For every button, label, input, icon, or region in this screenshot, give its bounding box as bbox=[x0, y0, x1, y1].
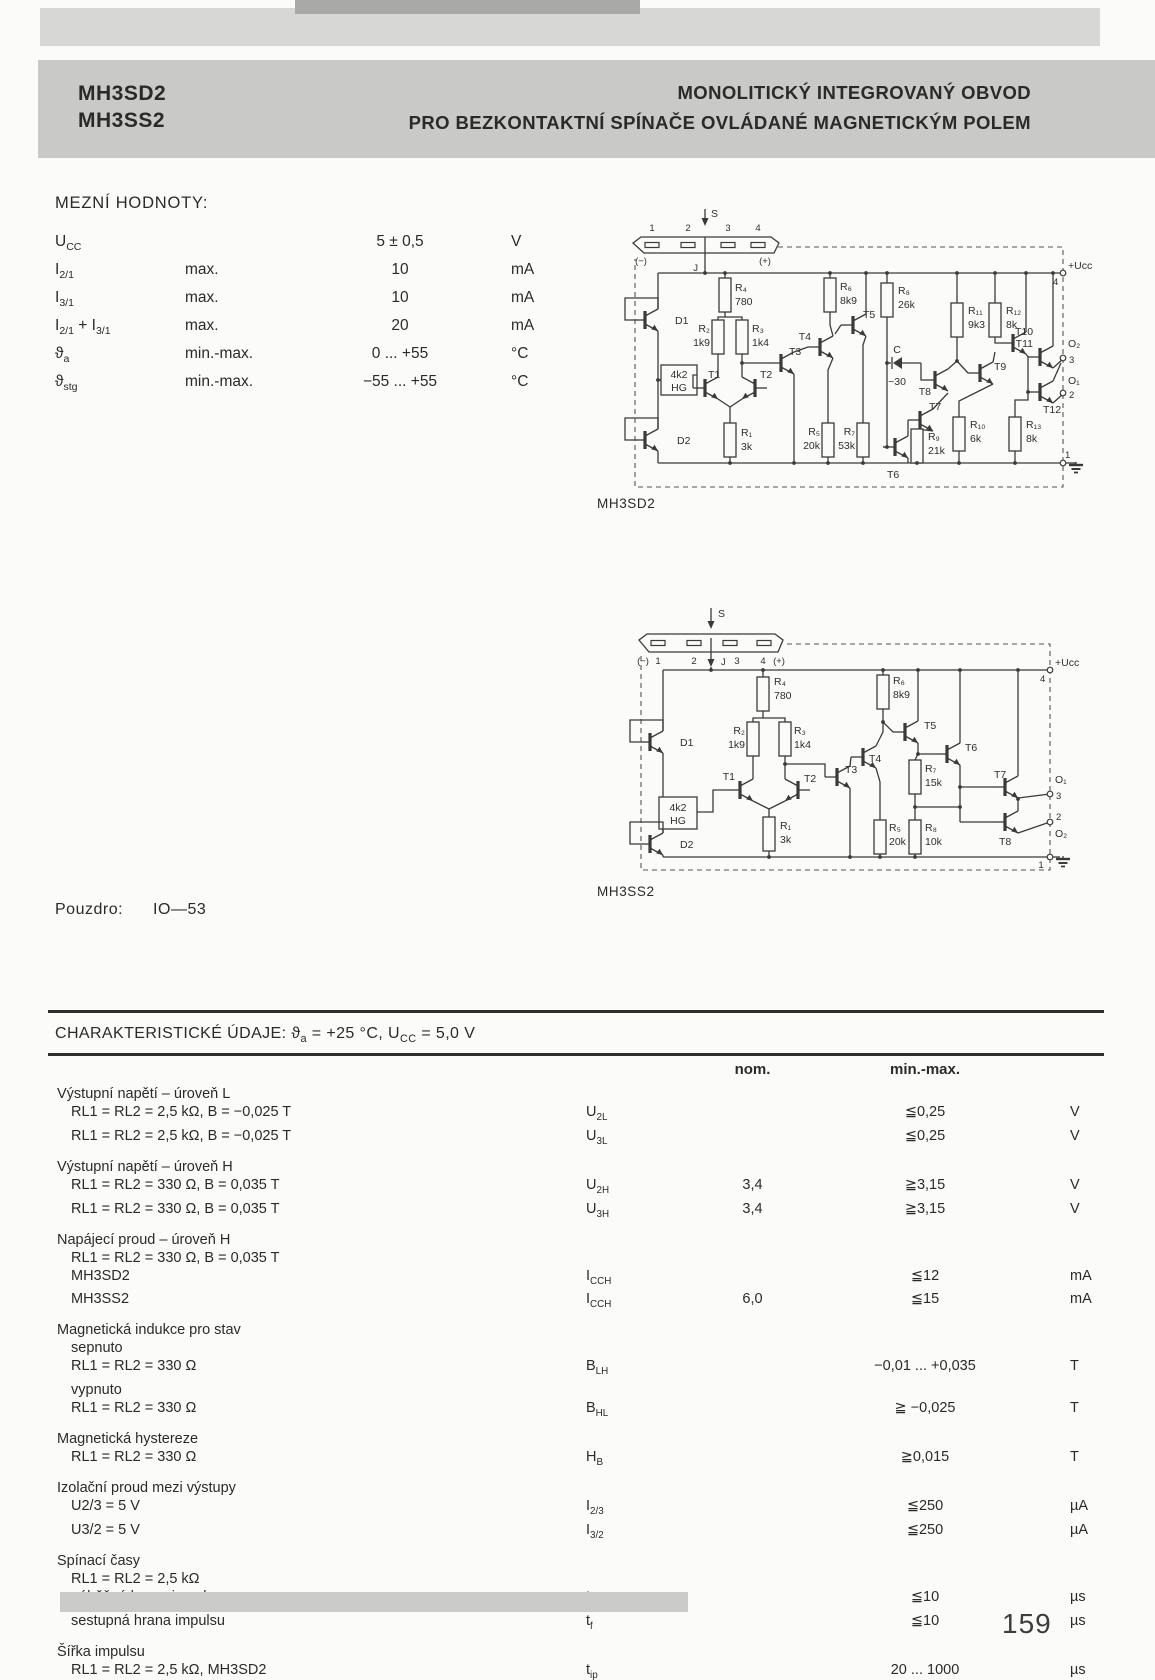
char-nom bbox=[695, 1497, 810, 1521]
transistor-label: T5 bbox=[924, 720, 937, 732]
char-nom bbox=[695, 1399, 810, 1423]
resistor-label: R₆ bbox=[893, 675, 905, 687]
char-condition: RL1 = RL2 = 330 Ω, B = 0,035 T bbox=[71, 1249, 280, 1266]
char-unit: V bbox=[1070, 1127, 1080, 1144]
char-group-title: Magnetická indukce pro stav bbox=[57, 1322, 241, 1339]
polarity-positive: (+) bbox=[759, 256, 771, 267]
resistor-value: 780 bbox=[735, 296, 753, 308]
resistor-value: 780 bbox=[774, 690, 792, 702]
limit-row bbox=[55, 312, 595, 340]
resistor-value: 26k bbox=[898, 299, 915, 311]
resistor-value: 3k bbox=[780, 834, 792, 846]
resistor-label: R₃ bbox=[794, 725, 806, 737]
magnet-arrow-label: S bbox=[711, 208, 719, 220]
limit-qualifier: min.-max. bbox=[185, 373, 254, 390]
char-unit: µs bbox=[1070, 1661, 1086, 1678]
resistor-value: 3k bbox=[741, 441, 753, 453]
limit-symbol: $ϑ_a$ bbox=[55, 345, 70, 366]
char-symbol bbox=[580, 1249, 695, 1267]
resistor-value: 1k4 bbox=[752, 337, 769, 349]
pin-number: 1 bbox=[655, 656, 661, 667]
transistor-label: T7 bbox=[994, 769, 1007, 781]
capacitor-value: ~30 bbox=[888, 376, 906, 388]
limit-qualifier: max. bbox=[185, 261, 219, 278]
char-row bbox=[55, 1381, 1115, 1399]
limit-unit: °C bbox=[511, 373, 529, 390]
output-label: O₂ bbox=[1055, 828, 1068, 840]
char-condition: MH3SS2 bbox=[71, 1291, 130, 1308]
char-unit: V bbox=[1070, 1200, 1080, 1217]
resistor-label: R₉ bbox=[928, 431, 940, 443]
char-unit: µA bbox=[1070, 1498, 1089, 1515]
char-unit: mA bbox=[1070, 1267, 1092, 1284]
char-minmax: ≧3,15 bbox=[904, 1200, 946, 1217]
char-minmax: ≦12 bbox=[910, 1267, 940, 1284]
char-condition: RL1 = RL2 = 330 Ω, B = 0,035 T bbox=[71, 1176, 280, 1193]
hall-generator-value: 4k2 bbox=[669, 802, 687, 814]
char-unit: V bbox=[1070, 1176, 1080, 1193]
part-number-1: MH3SD2 bbox=[78, 82, 167, 105]
transistor-label: D2 bbox=[680, 839, 694, 851]
char-nom: 3,4 bbox=[742, 1176, 763, 1193]
limit-symbol: $I_{2/1} + I_{3/1}$ bbox=[55, 317, 111, 338]
char-row bbox=[55, 1497, 1115, 1521]
char-symbol: $I_{2/3}$ bbox=[586, 1498, 604, 1517]
limit-symbol: $I_{2/1}$ bbox=[55, 261, 74, 282]
char-symbol: $I_{CCH}$ bbox=[586, 1291, 612, 1311]
resistor-label: R₅ bbox=[889, 822, 901, 834]
char-unit: mA bbox=[1070, 1291, 1092, 1308]
char-nom bbox=[695, 1521, 810, 1545]
limit-row bbox=[55, 368, 595, 396]
char-group bbox=[55, 1085, 1115, 1151]
scan-artifact-smudge bbox=[295, 0, 640, 14]
transistor-label: D2 bbox=[677, 435, 691, 447]
resistor-label: R₁₀ bbox=[970, 419, 986, 431]
limit-value: −55 ... +55 bbox=[362, 373, 438, 390]
transistor-label: T12 bbox=[1043, 404, 1062, 416]
char-condition: U3/2 = 5 V bbox=[71, 1521, 140, 1538]
char-unit: V bbox=[1070, 1104, 1080, 1120]
char-group-title: Spínací časy bbox=[57, 1552, 141, 1569]
char-row bbox=[55, 1249, 1115, 1267]
char-condition: U2/3 = 5 V bbox=[71, 1498, 140, 1515]
resistor-value: 1k9 bbox=[728, 739, 745, 751]
char-nom bbox=[695, 1267, 810, 1291]
transistor-label: T8 bbox=[918, 386, 931, 398]
polarity-positive: (+) bbox=[773, 656, 785, 667]
document-title bbox=[0, 78, 1155, 138]
resistor-value: 15k bbox=[925, 777, 942, 789]
supply-pin: 4 bbox=[1040, 674, 1046, 685]
transistor-label: T4 bbox=[798, 331, 811, 343]
char-unit: µs bbox=[1070, 1612, 1086, 1629]
resistor-value: 21k bbox=[928, 445, 945, 457]
char-condition: RL1 = RL2 = 330 Ω bbox=[71, 1358, 197, 1375]
resistor-label: R₂ bbox=[698, 323, 710, 335]
output-label: O₁ bbox=[1055, 774, 1067, 786]
char-condition: RL1 = RL2 = 330 Ω bbox=[71, 1400, 197, 1417]
package-outline bbox=[633, 209, 779, 273]
char-symbol: $U_{2H}$ bbox=[586, 1176, 610, 1196]
ground-pin: 1 bbox=[1065, 450, 1071, 461]
char-unit bbox=[1040, 1570, 1115, 1588]
transistor-label: T3 bbox=[789, 346, 802, 358]
limit-qualifier: max. bbox=[185, 317, 219, 334]
char-symbol: $U_{2L}$ bbox=[586, 1104, 608, 1123]
schematic-mh3sd2 bbox=[595, 195, 1095, 495]
page-number: 159 bbox=[1002, 1608, 1052, 1639]
resistor-value: 9k3 bbox=[968, 319, 985, 331]
transistor-label: T9 bbox=[994, 361, 1007, 373]
transistor-label: T10 bbox=[1015, 326, 1034, 338]
transistor-label: T7 bbox=[929, 401, 942, 413]
output-label: O₁ bbox=[1068, 375, 1080, 387]
limit-row bbox=[55, 228, 595, 256]
resistor-label: R₁ bbox=[780, 820, 792, 832]
transistor-label: D1 bbox=[680, 737, 694, 749]
char-row bbox=[55, 1176, 1115, 1200]
char-group bbox=[55, 1479, 1115, 1545]
char-nom: 3,4 bbox=[742, 1200, 763, 1217]
limit-unit: mA bbox=[511, 317, 535, 334]
resistor-label: R₃ bbox=[752, 323, 764, 335]
title-line-1: MONOLITICKÝ INTEGROVANÝ OBVOD bbox=[677, 82, 1031, 103]
output-label: O₂ bbox=[1068, 338, 1081, 350]
char-row bbox=[55, 1290, 1115, 1314]
circuit-boundary bbox=[641, 644, 1050, 870]
limit-value: 5 ± 0,5 bbox=[376, 233, 424, 250]
limit-row bbox=[55, 284, 595, 312]
transistor-label: T5 bbox=[863, 309, 876, 321]
char-nom bbox=[695, 1448, 810, 1472]
char-group-title: Výstupní napětí – úroveň L bbox=[57, 1086, 231, 1102]
output-pin: 2 bbox=[1056, 812, 1062, 823]
limit-unit: mA bbox=[511, 261, 535, 278]
char-condition: RL1 = RL2 = 330 Ω bbox=[71, 1449, 197, 1466]
resistor-label: R₁₁ bbox=[968, 305, 983, 317]
char-minmax: 20 ... 1000 bbox=[890, 1661, 960, 1678]
pin-number: 4 bbox=[755, 223, 761, 234]
package-note bbox=[55, 901, 206, 919]
hall-generator-name: HG bbox=[670, 815, 686, 827]
supply-label: +Ucc bbox=[1055, 657, 1080, 669]
capacitor-symbol bbox=[893, 357, 902, 369]
transistor-label: D1 bbox=[675, 315, 689, 327]
char-row bbox=[55, 1200, 1115, 1224]
resistor-value: 20k bbox=[803, 440, 820, 452]
char-minmax: ≦0,25 bbox=[904, 1104, 946, 1120]
resistor-value: 1k9 bbox=[693, 337, 710, 349]
transistor-label: T8 bbox=[999, 836, 1012, 848]
char-nom bbox=[695, 1612, 810, 1636]
resistor-label: R₅ bbox=[808, 426, 820, 438]
char-row bbox=[55, 1661, 1115, 1680]
output-pin: 2 bbox=[1069, 390, 1075, 401]
char-minmax: ≦10 bbox=[910, 1612, 940, 1629]
limit-value: 10 bbox=[391, 289, 409, 306]
resistor-value: 8k bbox=[1026, 433, 1038, 445]
package-note-label: Pouzdro: bbox=[55, 901, 124, 918]
char-unit: T bbox=[1070, 1449, 1079, 1466]
char-row bbox=[55, 1103, 1115, 1127]
transistor-label: T4 bbox=[869, 753, 882, 765]
divider-rule bbox=[48, 1053, 1104, 1056]
resistor-label: R₆ bbox=[840, 281, 852, 293]
limit-row bbox=[55, 256, 595, 284]
char-symbol: $t_{ip}$ bbox=[586, 1661, 598, 1680]
column-header-minmax: min.-max. bbox=[889, 1061, 961, 1078]
char-symbol: $I_{CCH}$ bbox=[586, 1267, 612, 1287]
resistor-value: 8k9 bbox=[893, 689, 910, 701]
char-row bbox=[55, 1570, 1115, 1588]
transistor-label: T6 bbox=[965, 742, 978, 754]
char-nom bbox=[695, 1127, 810, 1151]
resistor-label: R₂ bbox=[733, 725, 745, 737]
hall-generator-name: HG bbox=[671, 382, 687, 394]
resistor-label: R₁ bbox=[741, 427, 753, 439]
resistor-value: 53k bbox=[838, 440, 855, 452]
limit-value: 0 ... +55 bbox=[371, 345, 429, 362]
char-nom bbox=[695, 1381, 810, 1399]
transistor-label: T2 bbox=[804, 773, 817, 785]
char-group-title: Izolační proud mezi výstupy bbox=[57, 1480, 236, 1497]
limit-unit: mA bbox=[511, 289, 535, 306]
resistor-label: R₁₂ bbox=[1006, 305, 1022, 317]
char-minmax: ≧0,015 bbox=[900, 1449, 950, 1466]
resistor-value: 6k bbox=[970, 433, 982, 445]
char-minmax: −0,01 ... +0,035 bbox=[874, 1358, 976, 1375]
resistor-label: R₈ bbox=[898, 285, 910, 297]
terminals bbox=[1060, 270, 1083, 472]
limit-value: 20 bbox=[391, 317, 409, 334]
column-header-nom: nom. bbox=[734, 1061, 771, 1078]
char-row bbox=[55, 1399, 1115, 1423]
resistor-label: R₄ bbox=[735, 282, 747, 294]
transistor-label: T3 bbox=[845, 764, 858, 776]
junction-label: J bbox=[693, 263, 698, 274]
char-minmax: ≦250 bbox=[906, 1521, 944, 1538]
char-minmax bbox=[810, 1249, 1040, 1267]
resistor-label: R₄ bbox=[774, 676, 786, 688]
char-row bbox=[55, 1357, 1115, 1381]
char-group bbox=[55, 1430, 1115, 1472]
char-symbol: $U_{3L}$ bbox=[586, 1127, 608, 1147]
char-minmax: ≦0,25 bbox=[904, 1127, 946, 1144]
pin-number: 2 bbox=[691, 656, 697, 667]
transistor-label: T2 bbox=[760, 369, 773, 381]
char-condition: RL1 = RL2 = 2,5 kΩ, B = −0,025 T bbox=[71, 1127, 292, 1144]
char-symbol: $t_f$ bbox=[586, 1612, 593, 1632]
char-condition: RL1 = RL2 = 2,5 kΩ, MH3SD2 bbox=[71, 1661, 267, 1678]
char-minmax bbox=[810, 1339, 1040, 1357]
char-row bbox=[55, 1267, 1115, 1291]
char-unit: µA bbox=[1070, 1521, 1089, 1538]
char-condition: RL1 = RL2 = 330 Ω, B = 0,035 T bbox=[71, 1200, 280, 1217]
resistor-label: R₁₃ bbox=[1026, 419, 1042, 431]
characteristics-table bbox=[55, 1085, 1115, 1680]
pin-number: 3 bbox=[734, 656, 740, 667]
schematic2-caption: MH3SS2 bbox=[597, 884, 655, 899]
char-minmax: ≦10 bbox=[910, 1588, 940, 1605]
limit-symbol: $U_{CC}$ bbox=[55, 233, 82, 254]
magnet-arrow-label: S bbox=[718, 608, 726, 620]
pin-number: 4 bbox=[760, 656, 766, 667]
transistor-label: T11 bbox=[1015, 338, 1033, 350]
char-row bbox=[55, 1612, 1115, 1636]
char-row bbox=[55, 1521, 1115, 1545]
char-nom bbox=[695, 1570, 810, 1588]
char-minmax: ≧3,15 bbox=[904, 1176, 946, 1193]
char-unit: T bbox=[1070, 1400, 1079, 1417]
char-minmax: ≧ −0,025 bbox=[894, 1400, 956, 1417]
supply-pin: 4 bbox=[1053, 277, 1059, 288]
characteristics-heading: CHARAKTERISTICKÉ ÚDAJE: $ϑ_a = +25$ °C, $U_{CC} = 5,0$ V bbox=[55, 1025, 476, 1046]
char-nom bbox=[695, 1588, 810, 1612]
char-minmax: ≦250 bbox=[906, 1498, 944, 1515]
limit-symbol: $ϑ_{stg}$ bbox=[55, 373, 78, 394]
char-unit bbox=[1040, 1381, 1115, 1399]
char-row bbox=[55, 1339, 1115, 1357]
capacitor-label: C bbox=[893, 344, 901, 356]
divider-rule bbox=[48, 1010, 1104, 1013]
output-pin: 3 bbox=[1056, 791, 1062, 802]
limits-heading: MEZNÍ HODNOTY: bbox=[55, 194, 209, 212]
char-group-title: Napájecí proud – úroveň H bbox=[57, 1231, 231, 1248]
char-nom bbox=[695, 1661, 810, 1680]
char-nom bbox=[695, 1103, 810, 1127]
char-condition: RL1 = RL2 = 2,5 kΩ, B = −0,025 T bbox=[71, 1104, 292, 1120]
char-minmax: ≦15 bbox=[910, 1291, 940, 1308]
char-condition: sepnuto bbox=[71, 1340, 123, 1357]
limit-unit: V bbox=[511, 233, 522, 250]
char-condition: RL1 = RL2 = 2,5 kΩ bbox=[71, 1570, 200, 1587]
limit-value: 10 bbox=[391, 261, 409, 278]
ground-pin: 1 bbox=[1038, 860, 1044, 871]
char-group bbox=[55, 1321, 1115, 1423]
schematic1-caption: MH3SD2 bbox=[597, 496, 656, 511]
resistor-value: 1k4 bbox=[794, 739, 811, 751]
char-condition: sestupná hrana impulsu bbox=[71, 1612, 225, 1629]
pin-number: 2 bbox=[685, 223, 691, 234]
char-group-title: Výstupní napětí – úroveň H bbox=[57, 1158, 233, 1175]
hall-generator-value: 4k2 bbox=[670, 369, 688, 381]
resistor-label: R₈ bbox=[925, 822, 937, 834]
char-symbol bbox=[580, 1570, 695, 1588]
char-symbol: $H_B$ bbox=[586, 1449, 604, 1469]
polarity-negative: (−) bbox=[637, 656, 649, 667]
part-number-2: MH3SS2 bbox=[78, 109, 166, 132]
junction-label: J bbox=[721, 657, 726, 668]
supply-label: +Ucc bbox=[1068, 260, 1093, 272]
pin-number: 3 bbox=[725, 223, 731, 234]
limit-unit: °C bbox=[511, 345, 529, 362]
char-minmax bbox=[810, 1570, 1040, 1588]
char-condition: vypnuto bbox=[71, 1382, 122, 1399]
resistor-value: 10k bbox=[925, 836, 942, 848]
char-nom: 6,0 bbox=[742, 1291, 763, 1308]
limit-qualifier: max. bbox=[185, 289, 219, 306]
transistor-label: T1 bbox=[708, 369, 721, 381]
limit-symbol: $I_{3/1}$ bbox=[55, 289, 74, 310]
pin-number: 1 bbox=[649, 223, 655, 234]
limits-table bbox=[55, 228, 595, 396]
char-group bbox=[55, 1231, 1115, 1315]
char-nom bbox=[695, 1357, 810, 1381]
char-symbol: $B_{LH}$ bbox=[586, 1358, 609, 1378]
char-symbol bbox=[580, 1339, 695, 1357]
title-line-2: PRO BEZKONTAKTNÍ SPÍNAČE OVLÁDANÉ MAGNETICKÝM POLEM bbox=[408, 112, 1031, 133]
char-nom bbox=[695, 1249, 810, 1267]
resistor-label: R₇ bbox=[843, 426, 855, 438]
char-unit bbox=[1040, 1249, 1115, 1267]
output-pin: 3 bbox=[1069, 355, 1075, 366]
char-symbol: $U_{3H}$ bbox=[586, 1200, 610, 1220]
limit-row bbox=[55, 340, 595, 368]
char-group bbox=[55, 1158, 1115, 1224]
resistor-value: 20k bbox=[889, 836, 906, 848]
char-row bbox=[55, 1448, 1115, 1472]
resistor-label: R₇ bbox=[925, 763, 937, 775]
char-nom bbox=[695, 1339, 810, 1357]
transistor-label: T6 bbox=[887, 469, 900, 481]
polarity-negative: (−) bbox=[635, 256, 647, 267]
transistor-label: T1 bbox=[722, 771, 735, 783]
schematic-mh3ss2 bbox=[595, 572, 1095, 882]
char-unit: µs bbox=[1070, 1588, 1086, 1605]
limit-qualifier: min.-max. bbox=[185, 345, 254, 362]
char-group bbox=[55, 1643, 1115, 1680]
resistor-value: 8k bbox=[1006, 319, 1018, 331]
char-condition: MH3SD2 bbox=[71, 1267, 130, 1284]
characteristics-column-headers bbox=[55, 1061, 1115, 1078]
resistor-value: 8k9 bbox=[840, 295, 857, 307]
char-group-title: Magnetická hystereze bbox=[57, 1431, 199, 1448]
package-note-value: IO—53 bbox=[153, 901, 207, 918]
char-minmax bbox=[810, 1381, 1040, 1399]
char-symbol: $B_{HL}$ bbox=[586, 1400, 609, 1420]
char-row bbox=[55, 1127, 1115, 1151]
char-unit bbox=[1040, 1339, 1115, 1357]
char-symbol: $I_{3/2}$ bbox=[586, 1521, 604, 1541]
char-symbol bbox=[580, 1381, 695, 1399]
char-group-title: Šířka impulsu bbox=[57, 1643, 145, 1660]
scan-artifact-bottom bbox=[60, 1592, 688, 1612]
char-unit: T bbox=[1070, 1358, 1079, 1375]
